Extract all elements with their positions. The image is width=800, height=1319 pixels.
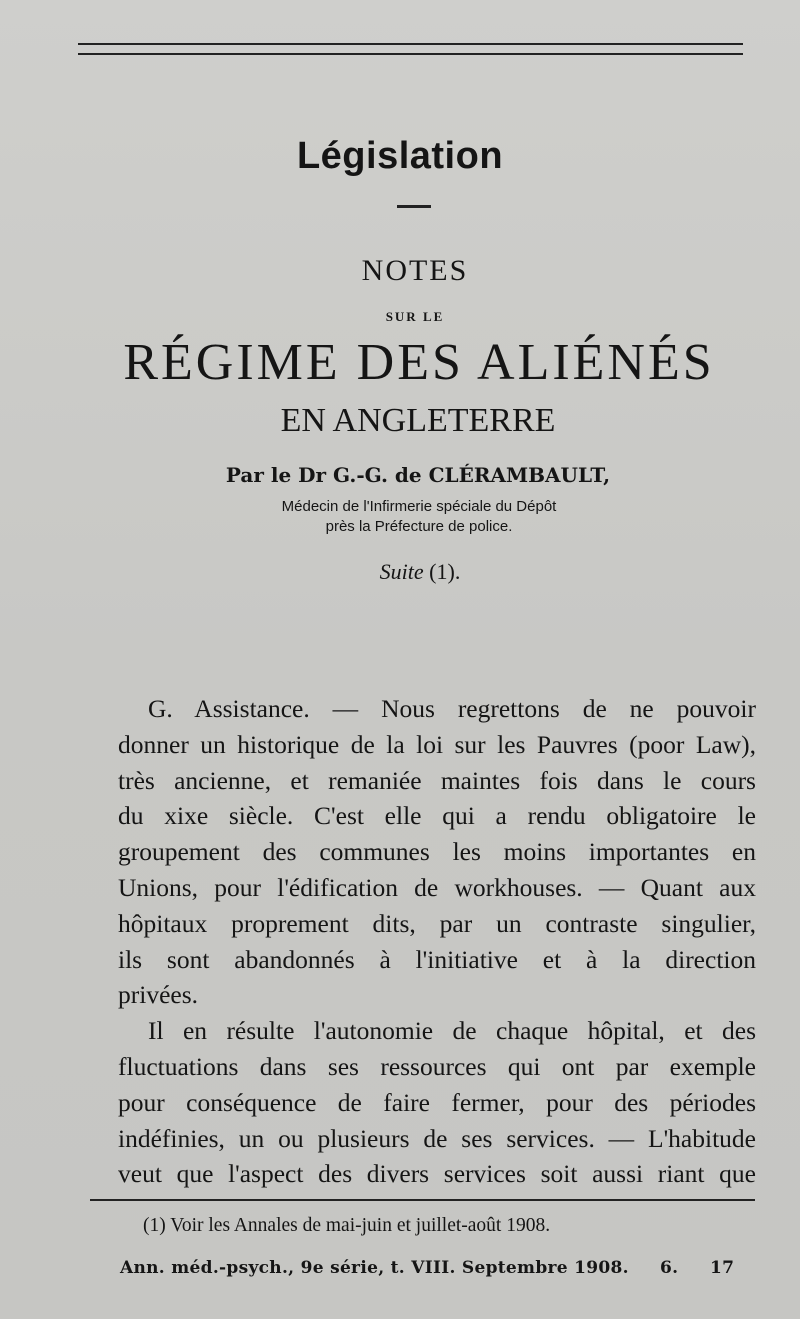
article-subtitle: EN ANGLETERRE: [280, 402, 556, 439]
text-line: très ancienne, et remaniée maintes fois dans le cours: [118, 765, 756, 795]
paragraph-1: [118, 691, 756, 1013]
text-line: G. Assistance. — Nous regrettons de ne pouvoir: [148, 694, 756, 723]
text-line: fluctuations dans ses ressources qui ont par exemple: [118, 1051, 756, 1081]
text-line: groupement des communes les moins importantes en: [118, 837, 756, 867]
title-dash: [397, 205, 431, 208]
journal-reference: Ann. méd.-psych., 9e série, t. VIII. Septembre 1908.: [120, 1258, 629, 1278]
page-footer: [120, 1258, 760, 1278]
suite-word: Suite: [379, 559, 424, 584]
text-line: veut que l'aspect des divers services soit aussi riant que: [118, 1159, 756, 1189]
affiliation-line-2: près la Préfecture de police.: [325, 518, 513, 535]
sur-le-heading: SUR LE: [385, 309, 445, 324]
author-affiliation: [0, 497, 800, 537]
text-line: pour conséquence de faire fermer, pour des périodes: [118, 1087, 756, 1117]
suite-line: [0, 559, 800, 585]
signature-mark: 17: [710, 1258, 735, 1278]
text-line: hôpitaux proprement dits, par un contraste singulier,: [118, 908, 756, 938]
paragraph-2: [88, 1013, 756, 1192]
text-line: donner un historique de la loi sur les Pauvres (poor Law),: [118, 729, 756, 759]
author-line: Par le Dr G.-G. de CLÉRAMBAULT,: [225, 463, 611, 487]
footnote: (1) Voir les Annales de mai-juin et juillet-août 1908.: [143, 1215, 551, 1236]
suite-ref: (1).: [429, 559, 461, 584]
text-line: privées.: [118, 980, 199, 1010]
text-line: du xixe siècle. C'est elle qui a rendu obligatoire le: [118, 801, 756, 831]
section-title: Législation: [296, 135, 504, 177]
top-double-rule: [78, 43, 743, 55]
body-text: [118, 691, 756, 1192]
text-line: ils sont abandonnés à l'initiative et à la direction: [118, 944, 756, 974]
affiliation-line-1: Médecin de l'Infirmerie spéciale du Dépôt: [281, 498, 557, 515]
text-line: Il en résulte l'autonomie de chaque hôpital, et des: [148, 1016, 756, 1046]
text-line: Unions, pour l'édification de workhouses. — Quant aux: [118, 872, 756, 902]
notes-heading: NOTES: [361, 254, 469, 287]
article-title: RÉGIME DES ALIÉNÉS: [123, 334, 715, 391]
footnote-rule: [90, 1199, 755, 1201]
text-line: indéfinies, un ou plusieurs de ses services. — L'habitude: [118, 1123, 756, 1153]
gathering-number: 6.: [660, 1258, 679, 1278]
